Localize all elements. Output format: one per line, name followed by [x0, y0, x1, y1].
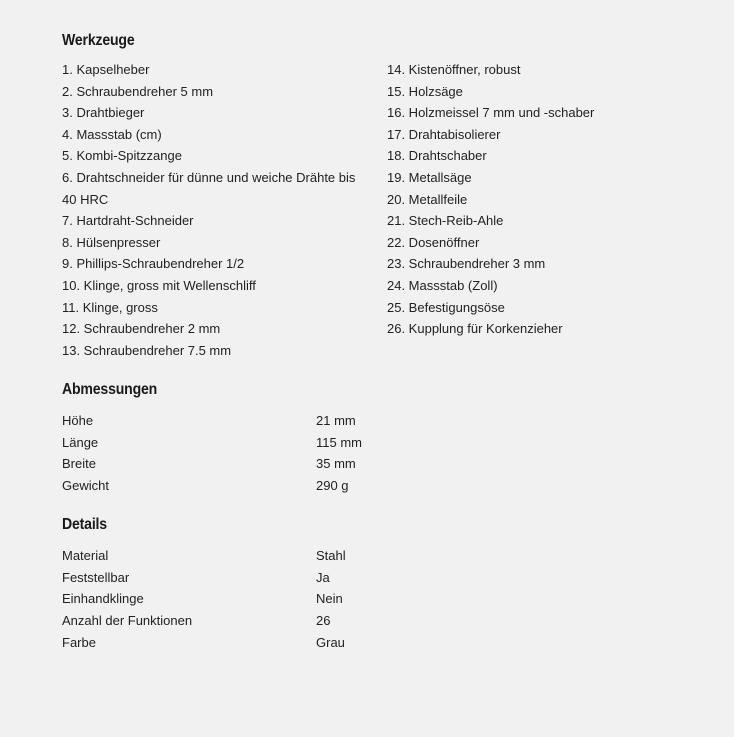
dimensions-table	[62, 410, 562, 497]
details-heading: Details	[62, 516, 107, 533]
detail-row	[62, 545, 562, 567]
detail-label: Farbe	[62, 634, 96, 650]
tool-item: 18. Drahtschaber	[387, 148, 487, 164]
tool-item: 23. Schraubendreher 3 mm	[387, 256, 546, 272]
tool-item: 6. Drahtschneider für dünne und weiche Drähte bis 40 HRC	[62, 169, 356, 207]
tools-column-right	[387, 59, 717, 340]
details-table	[62, 545, 562, 653]
tool-item: 8. Hülsenpresser	[62, 234, 161, 250]
tool-item: 9. Phillips-Schraubendreher 1/2	[62, 256, 245, 272]
tool-item: 11. Klinge, gross	[62, 299, 158, 315]
dimension-label: Länge	[62, 434, 99, 450]
detail-value: Ja	[316, 569, 330, 585]
tool-item: 15. Holzsäge	[387, 83, 463, 99]
dimension-value: 290 g	[316, 478, 349, 494]
tool-item: 13. Schraubendreher 7.5 mm	[62, 342, 232, 358]
detail-value: Stahl	[316, 548, 346, 563]
detail-label: Material	[62, 548, 109, 563]
dimension-value: 115 mm	[316, 434, 362, 450]
tool-item: 25. Befestigungsöse	[387, 299, 505, 315]
dimension-row	[62, 453, 562, 475]
tools-heading: Werkzeuge	[62, 32, 135, 49]
tool-item: 16. Holzmeissel 7 mm und -schaber	[387, 105, 595, 121]
dimensions-heading: Abmessungen	[62, 381, 158, 398]
dimension-value: 35 mm	[316, 456, 356, 472]
tool-item: 20. Metallfeile	[387, 191, 468, 207]
tool-item: 26. Kupplung für Korkenzieher	[387, 321, 563, 337]
tool-item: 3. Drahtbieger	[62, 105, 145, 121]
dimension-row	[62, 432, 562, 454]
dimension-value: 21 mm	[316, 413, 356, 428]
tool-item: 21. Stech-Reib-Ahle	[387, 213, 504, 229]
detail-label: Einhandklinge	[62, 591, 144, 607]
dimension-label: Höhe	[62, 413, 94, 428]
tool-item: 1. Kapselheber	[62, 62, 150, 77]
detail-row	[62, 610, 562, 632]
tool-item: 14. Kistenöffner, robust	[387, 62, 521, 77]
tool-item: 5. Kombi-Spitzzange	[62, 148, 182, 164]
detail-label: Anzahl der Funktionen	[62, 613, 193, 629]
detail-row	[62, 567, 562, 589]
tool-item: 10. Klinge, gross mit Wellenschliff	[62, 277, 256, 293]
tool-item: 24. Massstab (Zoll)	[387, 277, 498, 293]
tool-item: 7. Hartdraht-Schneider	[62, 213, 194, 229]
detail-value: Grau	[316, 634, 345, 650]
detail-value: 26	[316, 613, 331, 629]
detail-row	[62, 632, 562, 654]
tool-item: 2. Schraubendreher 5 mm	[62, 83, 214, 99]
tool-item: 22. Dosenöffner	[387, 234, 480, 250]
detail-row	[62, 588, 562, 610]
detail-value: Nein	[316, 591, 343, 607]
tool-item: 12. Schraubendreher 2 mm	[62, 321, 221, 337]
dimension-row	[62, 475, 562, 497]
dimension-label: Breite	[62, 456, 96, 472]
dimension-label: Gewicht	[62, 478, 109, 494]
tool-item: 17. Drahtabisolierer	[387, 126, 501, 142]
tool-item: 19. Metallsäge	[387, 169, 472, 185]
detail-label: Feststellbar	[62, 569, 130, 585]
tools-column-left	[62, 59, 367, 361]
tool-item: 4. Massstab (cm)	[62, 126, 162, 142]
dimension-row	[62, 410, 562, 432]
